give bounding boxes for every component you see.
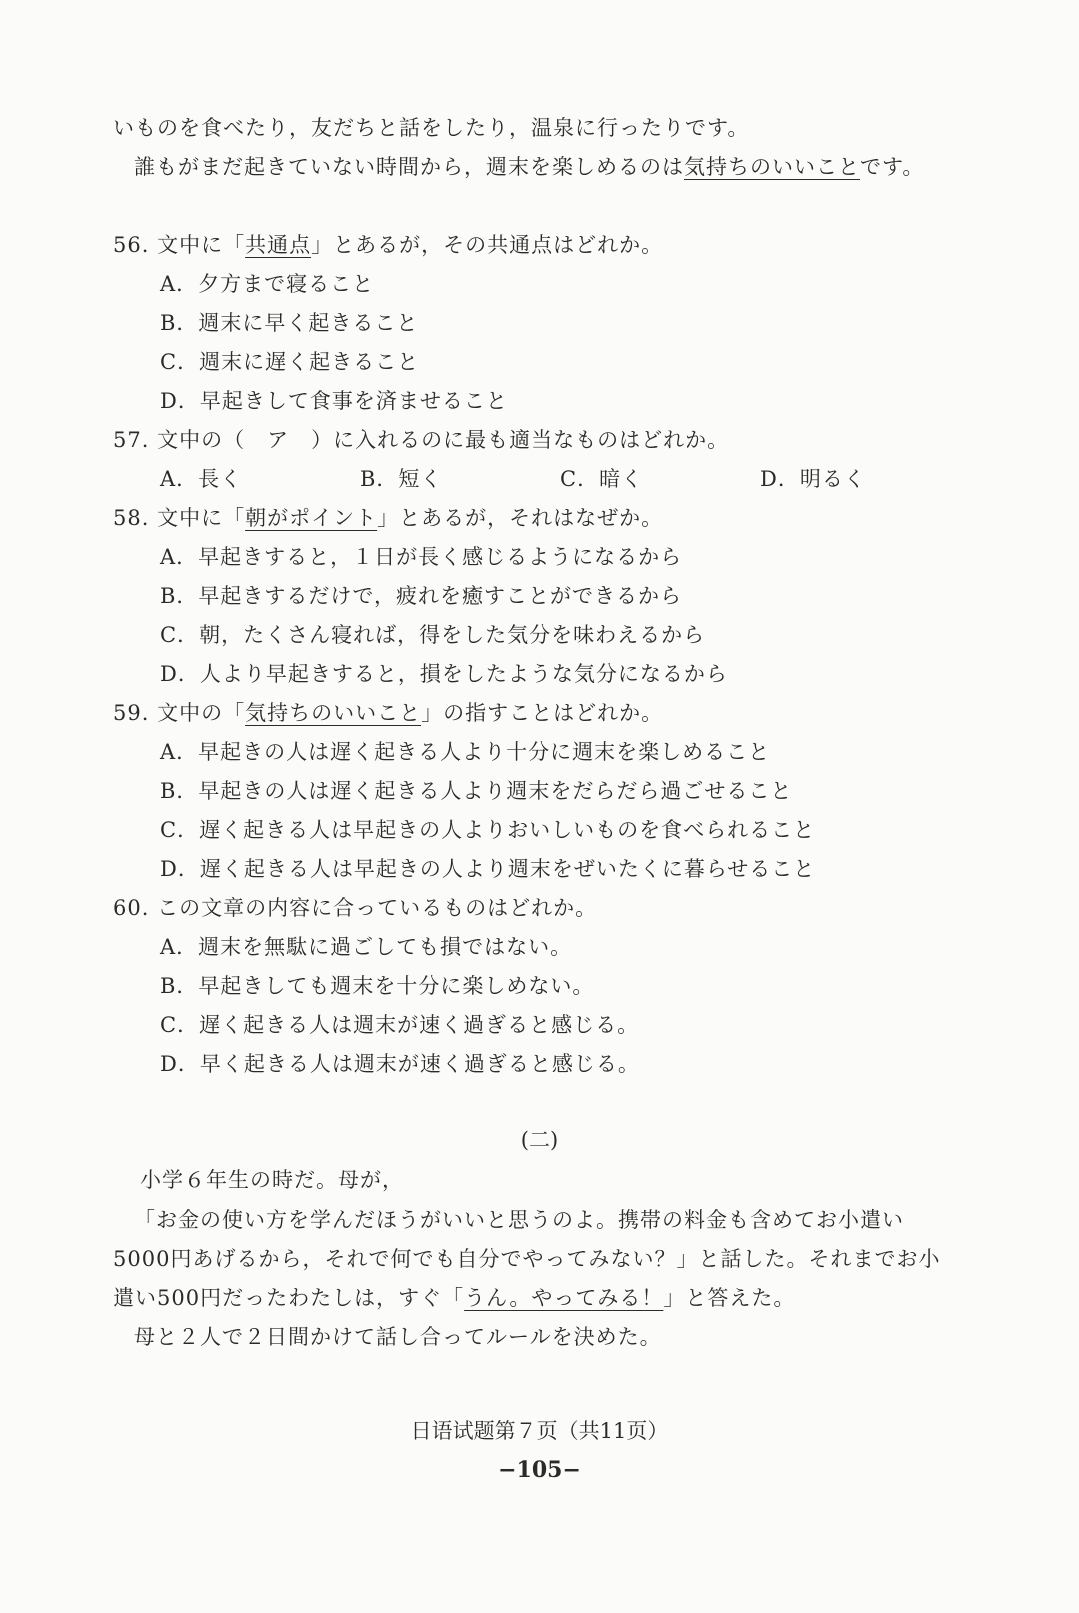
section2-paragraph-2-line-2: 5000円あげるから，それで何でも自分でやってみない？」と話した。それまでお小: [113, 1247, 941, 1271]
underlined-phrase: 気持ちのいいこと: [684, 155, 860, 179]
underlined-phrase: うん。やってみる！: [464, 1286, 664, 1310]
passage-line: いものを食べたり，友だちと話をしたり，温泉に行ったりです。: [113, 116, 750, 140]
underlined-phrase: 共通点: [245, 233, 312, 257]
passage-line-last: [134, 153, 924, 181]
option-56-d: D．早起きして食事を済ませること: [160, 389, 508, 413]
question-text: 」の指すことはどれか。: [421, 701, 664, 725]
question-56: [113, 231, 663, 259]
option-56-a: A．夕方まで寝ること: [160, 272, 375, 296]
option-58-b: B．早起きするだけで，疲れを癒すことができるから: [160, 584, 683, 608]
question-text: 」とあるが，その共通点はどれか。: [311, 233, 664, 257]
option-57-c: C．暗く: [560, 467, 644, 491]
underlined-phrase: 気持ちのいいこと: [245, 701, 422, 725]
option-59-a: A．早起きの人は遅く起きる人より十分に週末を楽しめること: [160, 740, 771, 764]
option-56-b: B．週末に早く起きること: [160, 311, 419, 335]
page-number: −105−: [498, 1457, 581, 1483]
section2-paragraph-2-line-3: [113, 1284, 795, 1312]
option-59-d: D．遅く起きる人は早起きの人より週末をぜいたくに暮らせること: [160, 857, 816, 881]
option-59-b: B．早起きの人は遅く起きる人より週末をだらだら過ごせること: [160, 779, 793, 803]
question-59: [113, 699, 663, 727]
option-60-b: B．早起きしても週末を十分に楽しめない。: [160, 974, 595, 998]
question-60: 60. この文章の内容に合っているものはどれか。: [113, 896, 598, 920]
option-57-d: D．明るく: [760, 467, 866, 491]
option-56-c: C．週末に遅く起きること: [160, 350, 420, 374]
option-60-c: C．遅く起きる人は週末が速く過ぎると感じる。: [160, 1013, 640, 1037]
section2-paragraph-3: 母と２人で２日間かけて話し合ってルールを決めた。: [134, 1325, 662, 1349]
passage-text: 誰もがまだ起きていない時間から，週末を楽しめるのは: [134, 155, 684, 179]
option-60-a: A．週末を無駄に過ごしても損ではない。: [160, 935, 573, 959]
section2-paragraph-1: 小学６年生の時だ。母が，: [140, 1168, 404, 1192]
passage-text: 」と答えた。: [663, 1286, 796, 1310]
option-57-b: B．短く: [360, 467, 443, 491]
option-58-d: D．人より早起きすると，損をしたような気分になるから: [160, 662, 728, 686]
page-caption: 日语试题第７页（共11页）: [410, 1419, 669, 1443]
section2-paragraph-2-line-1: 「お金の使い方を学んだほうがいいと思うのよ。携帯の料金も含めてお小遣い: [134, 1208, 904, 1232]
underlined-phrase: 朝がポイント: [245, 506, 378, 530]
question-text: 59. 文中の「: [113, 701, 246, 725]
option-58-a: A．早起きすると，１日が長く感じるようになるから: [160, 545, 683, 569]
question-57: 57. 文中の（ ア ）に入れるのに最も適当なものはどれか。: [113, 428, 730, 452]
passage-text: です。: [860, 155, 925, 179]
question-text: 」とあるが，それはなぜか。: [377, 506, 664, 530]
question-text: 58. 文中に「: [113, 506, 246, 530]
section-heading: (二): [520, 1128, 559, 1152]
option-58-c: C．朝，たくさん寝れば，得をした気分を味わえるから: [160, 623, 706, 647]
question-58: [113, 504, 663, 532]
question-text: 56. 文中に「: [113, 233, 246, 257]
option-57-a: A．長く: [160, 467, 243, 491]
option-59-c: C．遅く起きる人は早起きの人よりおいしいものを食べられること: [160, 818, 816, 842]
option-60-d: D．早く起きる人は週末が速く過ぎると感じる。: [160, 1052, 640, 1076]
passage-text: 遣い500円だったわたしは，すぐ「: [113, 1286, 465, 1310]
